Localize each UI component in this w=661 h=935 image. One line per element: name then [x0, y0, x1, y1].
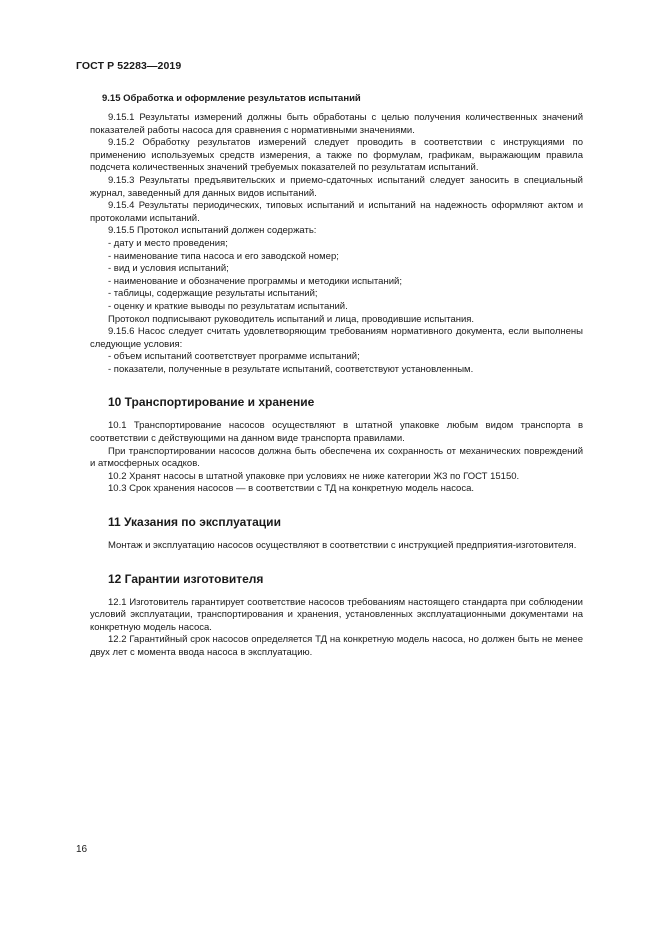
document-header: ГОСТ Р 52283—2019 [76, 60, 182, 72]
list-item: - вид и условия испытаний; [108, 263, 229, 275]
section-9-15 [90, 92, 583, 376]
paragraph: 9.15.1 Результаты измерений должны быть обработаны с целью получения количественных значений показателей работы насоса для сравнения с нормативными значениями. [90, 112, 583, 136]
document-body [90, 92, 583, 660]
section-title: 11 Указания по эксплуатации [108, 515, 281, 530]
paragraph: 10.1 Транспортирование насосов осуществляют в штатной упаковке любым видом транспорта в соответствии с действующими на данном виде транспорта правилами. [90, 420, 583, 445]
paragraph: 9.15.2 Обработку результатов измерений следует проводить в соответствии с инструкциями по применению используемых средств измерения, а также по формулам, графикам, выражающим правила подсчета количественных значений требуемых показателей по результатам испытаний. [90, 137, 583, 174]
section-title: 10 Транспортирование и хранение [108, 395, 315, 410]
paragraph: 9.15.4 Результаты периодических, типовых испытаний и испытаний на надежность оформляют актом и протоколами испытаний. [90, 200, 583, 224]
list-item: - наименование и обозначение программы и методики испытаний; [108, 275, 402, 287]
paragraph: 12.1 Изготовитель гарантирует соответствие насосов требованиям настоящего стандарта при соблюдении условий эксплуатации, транспортирования и хранения, установленных эксплуатационными документами на конкретную модель насоса. [90, 596, 583, 633]
list-item: - объем испытаний соответствует программе испытаний; [108, 351, 360, 363]
list-item: - показатели, полученные в результате испытаний, соответствуют установленным. [108, 363, 474, 375]
paragraph: 9.15.6 Насос следует считать удовлетворяющим требованиям нормативного документа, если выполнены следующие условия: [90, 326, 583, 350]
paragraph: 9.15.3 Результаты предъявительских и приемо-сдаточных испытаний следует заносить в специальный журнал, заведенный для данных видов испытаний. [90, 174, 583, 199]
section-12 [90, 571, 583, 660]
paragraph: Протокол подписывают руководитель испытаний и лица, проводившие испытания. [108, 313, 475, 325]
list-item: - оценку и краткие выводы по результатам испытаний. [108, 300, 348, 312]
section-11 [90, 514, 583, 553]
paragraph: 10.3 Срок хранения насосов — в соответствии с ТД на конкретную модель насоса. [108, 483, 475, 495]
paragraph: При транспортировании насосов должна быть обеспечена их сохранность от механических повреждений и атмосферных осадков. [90, 445, 583, 470]
list-item: - наименование типа насоса и его заводской номер; [108, 250, 339, 262]
section-title: 12 Гарантии изготовителя [108, 571, 264, 586]
section-10 [90, 394, 583, 496]
section-title: 9.15 Обработка и оформление результатов испытаний [102, 93, 361, 104]
paragraph: 12.2 Гарантийный срок насосов определяется ТД на конкретную модель насоса, но должен быть не менее двух лет с момента ввода насоса в эксплуатацию. [90, 634, 583, 658]
list-item: - дату и место проведения; [108, 237, 228, 249]
page-number: 16 [76, 844, 88, 855]
list-item: - таблицы, содержащие результаты испытаний; [108, 288, 318, 300]
paragraph: 10.2 Хранят насосы в штатной упаковке при условиях не ниже категории Ж3 по ГОСТ 15150. [108, 470, 520, 482]
paragraph: 9.15.5 Протокол испытаний должен содержать: [108, 225, 317, 237]
paragraph: Монтаж и эксплуатацию насосов осуществляют в соответствии с инструкцией предприятия-изготовителя. [108, 540, 577, 552]
